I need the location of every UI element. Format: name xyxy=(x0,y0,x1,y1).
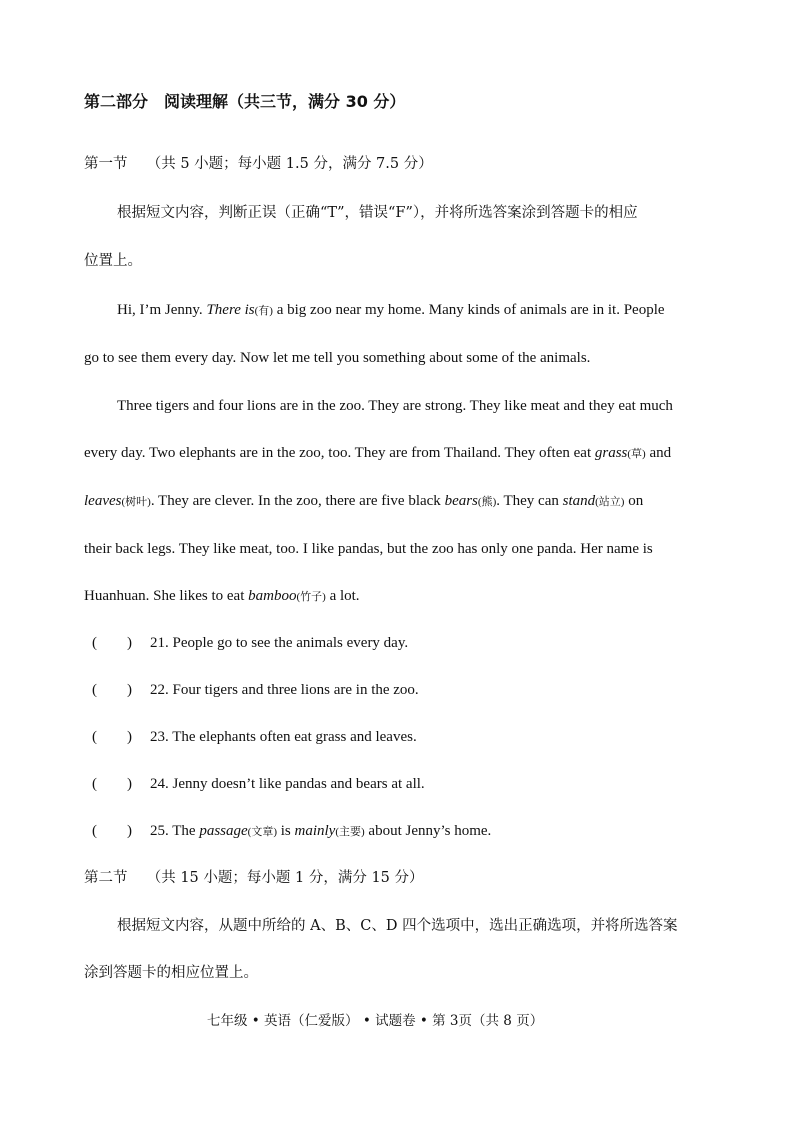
question-21 xyxy=(92,633,408,653)
gloss-note: (文章) xyxy=(247,826,277,838)
gloss-word: leaves xyxy=(84,493,122,509)
section2-instruction-line1: 根据短文内容，从题中所给的 A、B、C、D 四个选项中，选出正确选项，并将所选答案 xyxy=(117,918,678,934)
gloss-word: grass xyxy=(594,445,628,461)
question-25 xyxy=(92,821,491,842)
question-text: 23. The elephants often eat grass and leaves. xyxy=(150,729,417,745)
section2-instruction-line2: 涂到答题卡的相应位置上。 xyxy=(84,965,258,981)
gloss-word: mainly xyxy=(294,823,336,839)
section2-header xyxy=(84,868,424,888)
answer-blank[interactable]: ( ) xyxy=(92,635,132,651)
section1-header xyxy=(84,154,433,174)
question-text: 25. The xyxy=(150,823,200,839)
section2-info: （共 15 小题；每小题 1 分，满分 15 分） xyxy=(146,870,424,886)
passage-text: a lot. xyxy=(325,588,360,604)
gloss-note: (草) xyxy=(627,448,646,460)
answer-blank[interactable]: ( ) xyxy=(92,776,132,792)
passage-text: every day. Two elephants are in the zoo, too. They are from Thailand. They often eat xyxy=(84,445,595,461)
gloss-word: bears xyxy=(444,493,478,509)
passage-text: . They can xyxy=(496,493,563,509)
passage-text: a big zoo near my home. Many kinds of animals are in it. People xyxy=(272,302,665,318)
gloss-word: stand xyxy=(562,493,596,509)
question-text: is xyxy=(276,823,295,839)
question-23 xyxy=(92,727,417,747)
passage-text: Hi, I’m Jenny. xyxy=(117,302,207,318)
answer-blank[interactable]: ( ) xyxy=(92,682,132,698)
passage-line-6: their back legs. They like meat, too. I like pandas, but the zoo has only one panda. Her name is xyxy=(84,541,653,557)
question-text: 21. People go to see the animals every day. xyxy=(150,635,409,651)
passage-line-7 xyxy=(84,586,360,607)
passage-text: Huanhuan. She likes to eat xyxy=(84,588,249,604)
question-text: 22. Four tigers and three lions are in the zoo. xyxy=(150,682,419,698)
section1-instruction-line1: 根据短文内容，判断正误（正确“T”，错误“F”），并将所选答案涂到答题卡的相应 xyxy=(117,205,638,221)
passage-line-3: Three tigers and four lions are in the zoo. They are strong. They like meat and they eat much xyxy=(117,398,673,414)
section1-instruction-line2: 位置上。 xyxy=(84,253,142,269)
question-22 xyxy=(92,680,419,700)
passage-line-5 xyxy=(84,491,643,512)
gloss-word: passage xyxy=(199,823,248,839)
section2-title: 第二节 xyxy=(84,870,128,886)
question-24 xyxy=(92,774,425,794)
gloss-note: (站立) xyxy=(595,496,625,508)
section1-info: （共 5 小题；每小题 1.5 分，满分 7.5 分） xyxy=(146,156,433,172)
question-text: 24. Jenny doesn’t like pandas and bears at all. xyxy=(150,776,425,792)
gloss-note: (熊) xyxy=(477,496,497,508)
part-title: 第二部分 阅读理解（共三节，满分 30 分） xyxy=(84,92,406,111)
gloss-note: (竹子) xyxy=(296,591,326,603)
passage-line-2: go to see them every day. Now let me tell you something about some of the animals. xyxy=(84,350,591,366)
question-text: about Jenny’s home. xyxy=(364,823,492,839)
gloss-note: (有) xyxy=(254,305,273,317)
answer-blank[interactable]: ( ) xyxy=(92,823,132,839)
passage-text: and xyxy=(645,445,672,461)
passage-line-1 xyxy=(117,300,665,321)
answer-blank[interactable]: ( ) xyxy=(92,729,132,745)
gloss-word: There is xyxy=(206,302,255,318)
section1-title: 第一节 xyxy=(84,156,128,172)
passage-line-4 xyxy=(84,443,671,464)
gloss-note: (主要) xyxy=(335,826,365,838)
gloss-word: bamboo xyxy=(248,588,297,604)
passage-text: on xyxy=(624,493,644,509)
passage-text: . They are clever. In the zoo, there are five black xyxy=(150,493,445,509)
gloss-note: (树叶) xyxy=(121,496,151,508)
page-footer: 七年级 • 英语（仁爱版） • 试题卷 • 第 3页（共 8 页） xyxy=(207,1013,544,1029)
